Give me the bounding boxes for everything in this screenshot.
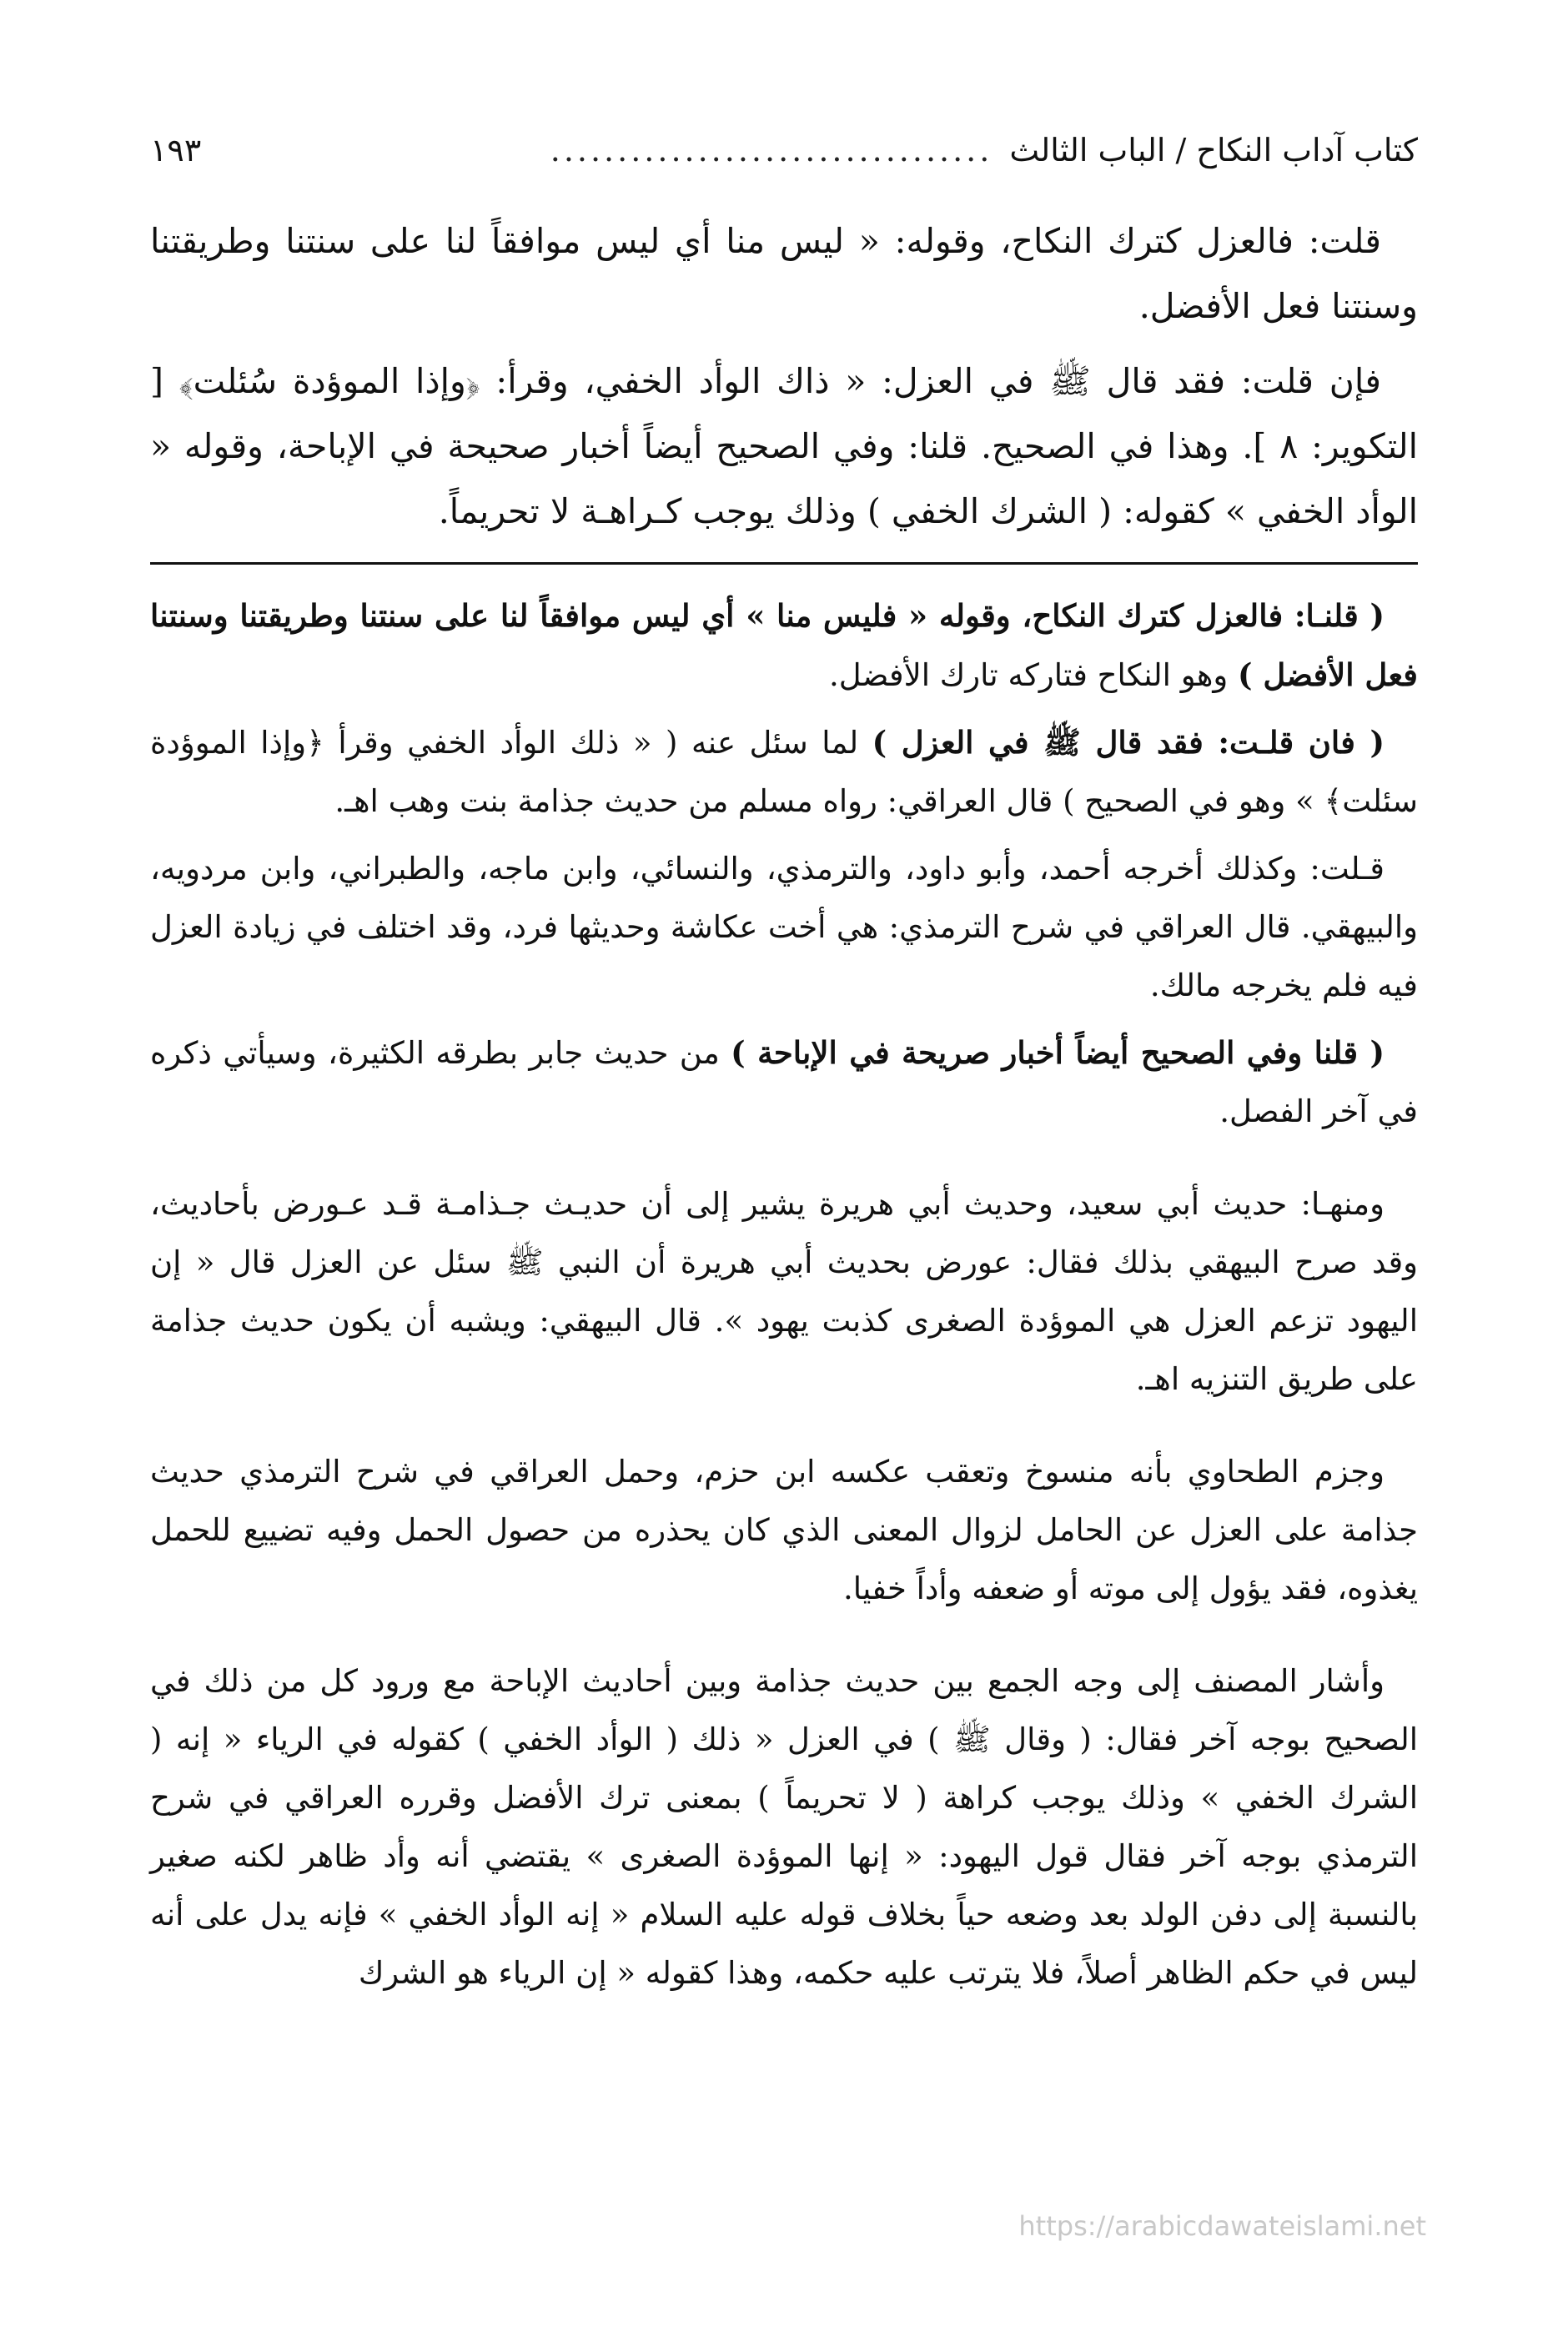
commentary-paragraph-2 xyxy=(150,713,1418,831)
book-page xyxy=(150,125,1418,2011)
commentary-text: لما سئل عنه ( « ذلك الوأد الخفي وقرأ ﴿وإذا الموؤدة سئلت﴾ » وهو في الصحيح ) قال العراقي: رواه مسلم من حديث جذامة بنت وهب اهـ. xyxy=(150,725,1418,819)
commentary-text: ومنهـا: حديث أبي سعيد، وحديث أبي هريرة يشير إلى أن حديـث جـذامـة قـد عـورض بأحاديث، وقد صرح البيهقي بذلك فقال: عورض بحديث أبي هريرة أن النبي ﷺ سئل عن العزل قال « إن اليهود تزعم العزل هي الموؤدة الصغرى كذبت يهود ». قال البيهقي: ويشبه أن يكون حديث جذامة على طريق التنزيه اهـ. xyxy=(150,1186,1418,1397)
commentary-paragraph-5 xyxy=(150,1174,1418,1409)
commentary-paragraph-6 xyxy=(150,1442,1418,1618)
commentary-paragraph-4 xyxy=(150,1023,1418,1141)
site-watermark: https://arabicdawateislami.net xyxy=(1018,2210,1426,2242)
main-paragraph-2: فإن قلت: فقد قال ﷺ في العزل: « ذاك الوأد الخفي، وقرأ: ﴿وإذا الموؤدة سُئلت﴾ [ التكوير: ٨ ]. وهذا في الصحيح. قلنا: وفي الصحيح أيضاً أخبار صحيحة في الإباحة، وقوله « الوأد الخفي » كقوله: ( الشرك الخفي ) وذلك يوجب كـراهـة لا تحريماً. xyxy=(150,361,1418,531)
commentary-paragraph-3 xyxy=(150,839,1418,1015)
main-paragraph-1: قلت: فالعزل كترك النكاح، وقوله: « ليس منا أي ليس موافقاً لنا على سنتنا وطريقتنا وسنتنا فعل الأفضل. xyxy=(150,221,1418,326)
commentary xyxy=(150,586,1418,2003)
quoted-text: ( فان قلـت: فقد قال ﷺ في العزل ) xyxy=(872,724,1385,761)
running-header xyxy=(150,125,1418,175)
quoted-text: ( قلنا وفي الصحيح أيضاً أخبار صريحة في الإباحة ) xyxy=(731,1034,1385,1071)
commentary-text: وجزم الطحاوي بأنه منسوخ وتعقب عكسه ابن حزم، وحمل العراقي في شرح الترمذي حديث جذامة على العزل عن الحامل لزوال المعنى الذي كان يحذره من حصول الحمل وفيه تضييع للحمل يغذوه، فقد يؤول إلى موته أو ضعفه وأداً خفيا. xyxy=(150,1454,1418,1606)
commentary-text: قـلت: وكذلك أخرجه أحمد، وأبو داود، والترمذي، والنسائي، وابن ماجه، والطبراني، وابن مردويه، والبيهقي. قال العراقي في شرح الترمذي: هي أخت عكاشة وحديثها فرد، وقد اختلف في زيادة العزل فيه فلم يخرجه مالك. xyxy=(150,851,1418,1003)
commentary-paragraph-1 xyxy=(150,586,1418,705)
header-title: كتاب آداب النكاح / الباب الثالث xyxy=(1009,132,1418,168)
main-text xyxy=(150,209,1418,544)
header-dots: ................................. xyxy=(550,132,993,168)
commentary-text: من حديث جابر بطرقه الكثيرة، وسيأتي ذكره في آخر الفصل. xyxy=(150,1035,1418,1129)
commentary-text: وهو النكاح فتاركه تارك الأفضل. xyxy=(829,657,1238,693)
commentary-paragraph-7 xyxy=(150,1651,1418,2003)
section-divider xyxy=(150,562,1418,565)
page-number: ١٩٣ xyxy=(150,132,202,168)
commentary-text: وأشار المصنف إلى وجه الجمع بين حديث جذامة وبين أحاديث الإباحة مع ورود كل من ذلك في الصحيح بوجه آخر فقال: ( وقال ﷺ ) في العزل « ذلك ( الوأد الخفي ) كقوله في الرياء « إنه ( الشرك الخفي » وذلك يوجب كراهة ( لا تحريماً ) بمعنى ترك الأفضل وقرره العراقي في شرح الترمذي بوجه آخر فقال قول اليهود: « إنها الموؤدة الصغرى » يقتضي أنه وأد ظاهر لكنه صغير بالنسبة إلى دفن الولد بعد وضعه حياً بخلاف قوله عليه السلام « إنه الوأد الخفي » فإنه يدل على أنه ليس في حكم الظاهر أصلاً، فلا يترتب عليه حكمه، وهذا كقوله « إن الرياء هو الشرك xyxy=(150,1663,1418,1991)
quoted-text: ( قلنـا: فالعزل كترك النكاح، وقوله « فليس منا » أي ليس موافقاً لنا على سنتنا وطريقتنا وسنتنا فعل الأفضل ) xyxy=(150,597,1418,693)
